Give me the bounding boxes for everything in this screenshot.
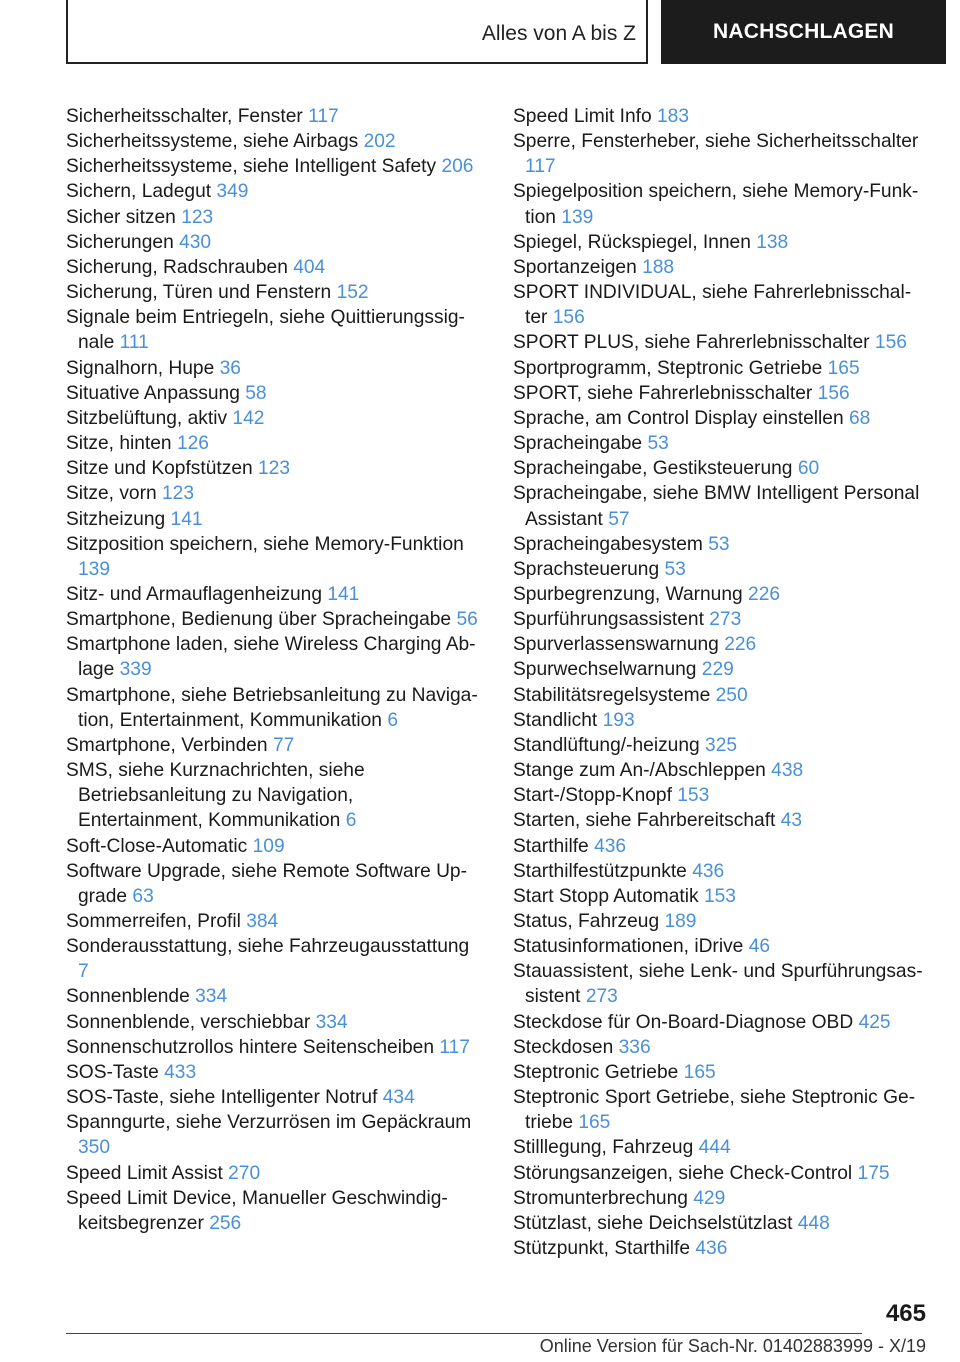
index-entry (66, 1085, 482, 1110)
index-term: Spracheingabe, siehe BMW Intelligent Personal Assistant (513, 483, 920, 530)
index-entry (513, 1236, 927, 1261)
footer-version: Online Version für Sach-Nr. 01402883999 - X/19 (539, 1336, 926, 1356)
page-link[interactable]: 193 (602, 709, 635, 731)
index-entry (66, 456, 482, 481)
index-entry (513, 783, 927, 808)
page-link[interactable]: 126 (176, 433, 209, 455)
page-link[interactable]: 349 (216, 181, 249, 203)
index-entry (513, 129, 927, 179)
index-term: SPORT PLUS, siehe Fahrerlebnisschalter (513, 332, 870, 354)
index-entry (66, 1035, 482, 1060)
page-link[interactable]: 111 (119, 332, 149, 354)
page-link[interactable]: 138 (756, 231, 789, 253)
page-link[interactable]: 436 (594, 835, 627, 857)
index-term: Spracheingabe (513, 433, 643, 455)
page-link[interactable]: 7 (78, 961, 89, 983)
index-term: Spanngurte, siehe Verzurrösen im Gepäckraum (66, 1112, 472, 1134)
index-term: Signalhorn, Hupe (66, 357, 215, 379)
index-entry (66, 129, 482, 154)
index-term: Sitze, vorn (66, 483, 157, 505)
chapter-tab-label: NACHSCHLAGEN (713, 20, 894, 43)
page-link[interactable]: 325 (705, 734, 738, 756)
page-link[interactable]: 117 (439, 1036, 470, 1058)
index-column-left (66, 104, 482, 1236)
index-term: Smartphone, siehe Betriebsanleitung zu Navigation, Entertainment, Kommunikation (66, 684, 478, 731)
index-term: Sicherungen (66, 231, 174, 253)
index-term: Stange zum An-/Abschleppen (513, 760, 766, 782)
page-link[interactable]: 43 (780, 810, 803, 832)
page-link[interactable]: 153 (677, 785, 710, 807)
index-entry (66, 1010, 482, 1035)
index-entry (513, 1186, 927, 1211)
page-link[interactable]: 438 (771, 760, 804, 782)
index-entry (66, 381, 482, 406)
index-term: Sicher sitzen (66, 206, 176, 228)
page-link[interactable]: 350 (78, 1137, 111, 1159)
page-link[interactable]: 436 (692, 860, 725, 882)
page-link[interactable]: 123 (162, 483, 195, 505)
index-term: Smartphone, Bedienung über Spracheingabe (66, 609, 452, 631)
index-term: Sportprogramm, Steptronic Getriebe (513, 357, 823, 379)
index-entry (513, 280, 927, 330)
index-entry (513, 834, 927, 859)
page-link[interactable]: 56 (456, 609, 478, 631)
index-entry (66, 859, 482, 909)
index-entry (513, 859, 927, 884)
index-entry (66, 632, 482, 682)
index-term: Statusinformationen, iDrive (513, 936, 744, 958)
index-term: Stützlast, siehe Deichselstützlast (513, 1212, 793, 1234)
index-term: Sonnenblende, verschiebbar (66, 1011, 311, 1033)
index-entry (513, 406, 927, 431)
page-link[interactable]: 142 (232, 407, 265, 429)
index-column-right (513, 104, 927, 1261)
page-link[interactable]: 384 (246, 911, 279, 932)
index-entry (66, 1161, 482, 1186)
index-entry (66, 507, 482, 532)
index-term: Sonnenschutzrollos hintere Seitenscheiben (66, 1036, 435, 1058)
index-entry (66, 607, 482, 632)
index-term: Soft-Close-Automatic (66, 835, 248, 857)
index-entry (66, 984, 482, 1009)
page-link[interactable]: 123 (258, 458, 291, 480)
index-entry (513, 934, 927, 959)
index-entry (66, 305, 482, 355)
index-term: Spracheingabesystem (513, 533, 703, 555)
page-link[interactable]: 448 (797, 1212, 830, 1234)
page-link[interactable]: 53 (708, 533, 730, 555)
page-link[interactable]: 339 (119, 659, 152, 681)
page-link[interactable]: 156 (552, 307, 585, 329)
index-entry (513, 381, 927, 406)
page-link[interactable]: 123 (181, 206, 214, 228)
index-term: Stabilitätsregelsysteme (513, 684, 711, 706)
index-entry (66, 179, 482, 204)
index-entry (66, 1060, 482, 1085)
section-title: Alles von A bis Z (481, 22, 636, 45)
page-link[interactable]: 53 (664, 558, 686, 580)
index-entry (513, 884, 927, 909)
page-link[interactable]: 404 (293, 256, 326, 278)
index-entry (513, 1135, 927, 1160)
page-link[interactable]: 229 (701, 659, 734, 681)
index-entry (66, 733, 482, 758)
index-entry (66, 758, 482, 833)
page-link[interactable]: 226 (748, 583, 781, 605)
index-term: Sportanzeigen (513, 256, 637, 278)
page-link[interactable]: 53 (647, 433, 669, 455)
index-entry (513, 708, 927, 733)
index-term: Start Stopp Automatik (513, 885, 699, 907)
page-link[interactable]: 139 (561, 206, 594, 228)
index-term: Spurwechselwarnung (513, 659, 697, 681)
index-term: Standlüftung/-heizung (513, 734, 700, 756)
index-entry (513, 179, 927, 229)
index-term: Situative Anpassung (66, 382, 240, 404)
page-link[interactable]: 60 (797, 458, 820, 480)
page-link[interactable]: 334 (195, 986, 228, 1008)
page-link[interactable]: 433 (164, 1061, 197, 1083)
index-term: Spiegel, Rückspiegel, Innen (513, 231, 751, 253)
index-entry (513, 1085, 927, 1135)
chapter-tab (661, 0, 946, 64)
index-entry (513, 1211, 927, 1236)
index-term: Sichern, Ladegut (66, 181, 212, 203)
index-term: Stilllegung, Fahrzeug (513, 1137, 694, 1159)
index-term: Sommerreifen, Profil (66, 911, 241, 932)
index-term: Sitz- und Armauflagenheizung (66, 583, 322, 605)
index-term: Stützpunkt, Starthilfe (513, 1238, 691, 1260)
page-number: 465 (885, 1300, 926, 1327)
footer-divider (66, 1333, 862, 1334)
index-entry (513, 481, 927, 531)
page-link[interactable]: 429 (693, 1187, 726, 1209)
index-term: Speed Limit Assist (66, 1162, 223, 1184)
index-entry (66, 431, 482, 456)
index-entry (513, 104, 927, 129)
page-link[interactable]: 270 (228, 1162, 261, 1184)
index-term: Stauassistent, siehe Lenk- und Spurführungsassistent (513, 961, 923, 1008)
index-entry (66, 230, 482, 255)
index-entry (513, 632, 927, 657)
page-link[interactable]: 117 (525, 156, 556, 178)
index-entry (66, 532, 482, 582)
page-link[interactable]: 153 (703, 885, 736, 907)
index-entry (513, 808, 927, 833)
page-link[interactable]: 6 (387, 709, 398, 731)
index-entry (66, 280, 482, 305)
index-entry (66, 154, 482, 179)
index-term: Speed Limit Info (513, 106, 652, 127)
index-term: Sicherheitssysteme, siehe Airbags (66, 131, 359, 153)
index-entry (66, 255, 482, 280)
page-link[interactable]: 68 (848, 407, 871, 429)
index-entry (513, 255, 927, 280)
index-entry (66, 1186, 482, 1236)
page-link[interactable]: 175 (857, 1162, 890, 1184)
index-entry (513, 909, 927, 934)
page-link[interactable]: 273 (585, 986, 618, 1008)
page-link[interactable]: 226 (724, 634, 757, 656)
page-link[interactable]: 46 (748, 936, 771, 958)
index-term: Sitze und Kopfstützen (66, 458, 253, 480)
index-term: Sitzposition speichern, siehe Memory-Funktion (66, 533, 464, 555)
index-term: Sicherung, Radschrauben (66, 256, 288, 278)
index-entry (513, 1060, 927, 1085)
index-term: Steptronic Getriebe (513, 1061, 679, 1083)
index-term: Starten, siehe Fahrbereitschaft (513, 810, 776, 832)
index-term: Steptronic Sport Getriebe, siehe Steptronic Getriebe (513, 1087, 916, 1134)
index-term: SPORT INDIVIDUAL, siehe Fahrerlebnisschalter (513, 282, 912, 329)
index-entry (513, 330, 927, 355)
index-entry (513, 733, 927, 758)
index-term: Software Upgrade, siehe Remote Software Upgrade (66, 860, 467, 907)
page-link[interactable]: 117 (308, 106, 339, 127)
index-entry (66, 104, 482, 129)
index-entry (513, 456, 927, 481)
page-link[interactable]: 189 (664, 911, 697, 932)
page-link[interactable]: 336 (618, 1036, 651, 1058)
index-entry (513, 657, 927, 682)
index-term: Smartphone, Verbinden (66, 734, 268, 756)
page-link[interactable]: 156 (874, 332, 907, 354)
page-link[interactable]: 57 (608, 508, 630, 530)
page-link[interactable]: 77 (272, 734, 295, 756)
index-entry (66, 909, 482, 934)
index-entry (513, 431, 927, 456)
index-term: Spurverlassenswarnung (513, 634, 719, 656)
index-term: Spiegelposition speichern, siehe Memory-Funktion (513, 181, 919, 228)
page-link[interactable]: 165 (578, 1112, 611, 1134)
index-term: Stromunterbrechung (513, 1187, 688, 1209)
page-link[interactable]: 273 (709, 609, 742, 631)
page-link[interactable]: 139 (78, 558, 111, 580)
index-term: SOS-Taste, siehe Intelligenter Notruf (66, 1087, 378, 1109)
index-entry (513, 758, 927, 783)
index-entry (513, 959, 927, 1009)
index-term: Spurbegrenzung, Warnung (513, 583, 743, 605)
index-entry (513, 230, 927, 255)
index-entry (66, 1110, 482, 1160)
index-term: Steckdose für On-Board-Diagnose OBD (513, 1011, 854, 1033)
index-term: Standlicht (513, 709, 598, 731)
index-entry (66, 481, 482, 506)
page-link[interactable]: 436 (695, 1238, 728, 1260)
index-entry (513, 356, 927, 381)
index-term: Sprachsteuerung (513, 558, 660, 580)
index-term: Smartphone laden, siehe Wireless Charging Ablage (66, 634, 476, 681)
index-entry (66, 934, 482, 984)
index-term: SPORT, siehe Fahrerlebnisschalter (513, 382, 813, 404)
index-entry (513, 607, 927, 632)
page-link[interactable]: 334 (315, 1011, 348, 1033)
index-term: Signale beim Entriegeln, siehe Quittierungssignale (66, 307, 465, 354)
index-term: Sicherheitsschalter, Fenster (66, 106, 303, 127)
page-link[interactable]: 256 (209, 1212, 242, 1234)
index-term: Sonnenblende (66, 986, 190, 1008)
page-link[interactable]: 141 (327, 583, 360, 605)
index-term: Speed Limit Device, Manueller Geschwindigkeitsbegrenzer (66, 1187, 448, 1234)
index-term: Start-/Stopp-Knopf (513, 785, 672, 807)
page-link[interactable]: 156 (817, 382, 850, 404)
page-link[interactable]: 250 (715, 684, 748, 706)
page-link[interactable]: 188 (642, 256, 675, 278)
index-term: Sprache, am Control Display einstellen (513, 407, 844, 429)
index-term: Sicherung, Türen und Fenstern (66, 282, 332, 304)
page-link[interactable]: 430 (179, 231, 212, 253)
index-entry (66, 834, 482, 859)
index-term: Störungsanzeigen, siehe Check-Control (513, 1162, 853, 1184)
page-link[interactable]: 165 (827, 357, 860, 379)
index-entry (66, 205, 482, 230)
index-entry (513, 582, 927, 607)
index-entry (513, 1161, 927, 1186)
index-entry (66, 683, 482, 733)
index-term: SMS, siehe Kurznachrichten, siehe Betriebsanleitung zu Navigation, Entertainment, Kommunikation (66, 760, 365, 832)
index-entry (66, 356, 482, 381)
page-link[interactable]: 434 (382, 1087, 415, 1109)
index-term: Sitze, hinten (66, 433, 172, 455)
index-entry (66, 406, 482, 431)
page-link[interactable]: 36 (219, 357, 241, 379)
page-link[interactable]: 206 (441, 156, 474, 178)
page-link[interactable]: 63 (132, 885, 154, 907)
index-term: Spurführungsassistent (513, 609, 704, 631)
page-link[interactable]: 109 (252, 835, 285, 857)
index-term: Spracheingabe, Gestiksteuerung (513, 458, 793, 480)
index-entry (513, 683, 927, 708)
index-term: Starthilfestützpunkte (513, 860, 687, 882)
index-term: Sitzheizung (66, 508, 166, 530)
index-entry (66, 582, 482, 607)
index-entry (513, 1010, 927, 1035)
page-link[interactable]: 444 (698, 1137, 731, 1159)
page-link[interactable]: 6 (345, 810, 357, 832)
index-term: Status, Fahrzeug (513, 911, 660, 932)
index-term: Sonderausstattung, siehe Fahrzeugausstattung (66, 936, 470, 958)
page-link[interactable]: 152 (336, 282, 369, 304)
index-term: Steckdosen (513, 1036, 614, 1058)
index-term: Starthilfe (513, 835, 589, 857)
index-term: Sitzbelüftung, aktiv (66, 407, 228, 429)
page-link[interactable]: 202 (363, 131, 396, 153)
index-entry (513, 557, 927, 582)
index-term: Sicherheitssysteme, siehe Intelligent Safety (66, 156, 437, 178)
index-entry (513, 532, 927, 557)
page-link[interactable]: 165 (683, 1061, 716, 1083)
page-link[interactable]: 183 (657, 106, 690, 127)
page-link[interactable]: 58 (245, 382, 267, 404)
page-link[interactable]: 141 (170, 508, 203, 530)
page-link[interactable]: 425 (858, 1011, 891, 1033)
index-entry (513, 1035, 927, 1060)
index-term: Sperre, Fensterheber, siehe Sicherheitsschalter (513, 131, 919, 153)
index-term: SOS-Taste (66, 1061, 159, 1083)
